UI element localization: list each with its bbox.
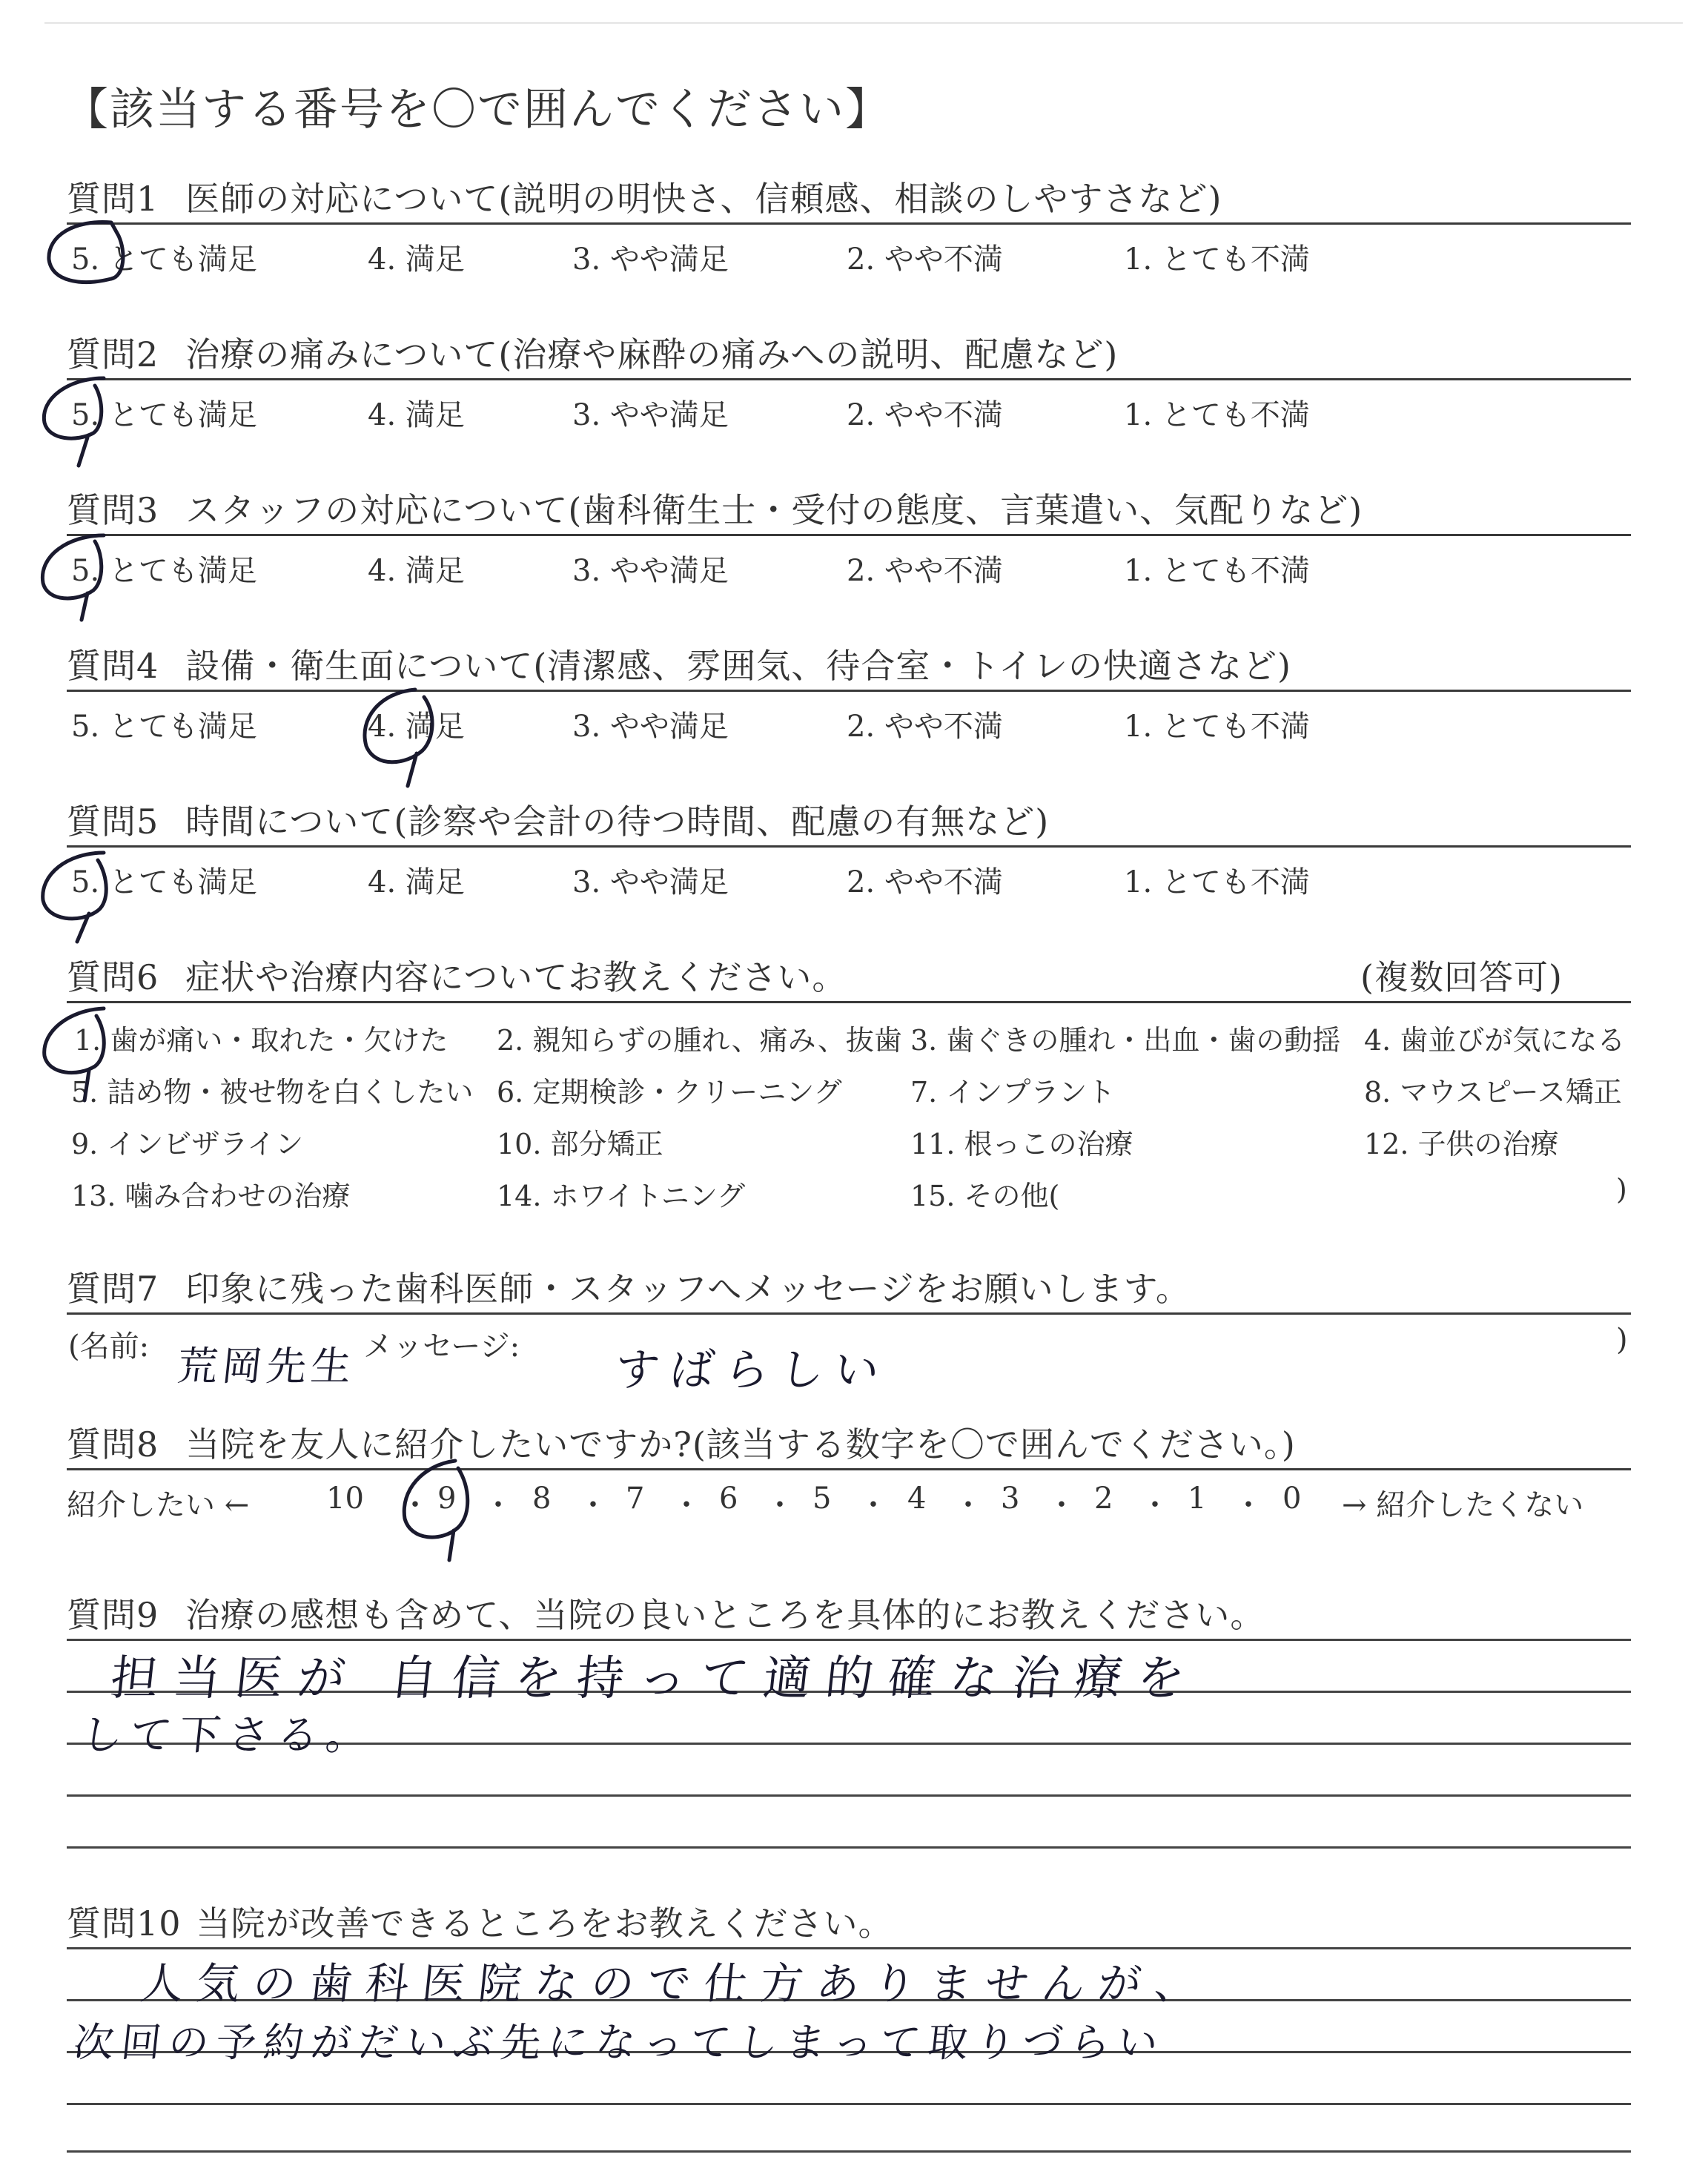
q6-option-8[interactable]: 8. マウスピース矯正 — [1364, 1076, 1622, 1109]
q5-option-5[interactable]: 5. とても満足 — [71, 865, 257, 899]
q5-title — [67, 795, 1049, 844]
q9-line — [67, 1794, 1631, 1797]
q8-scale-dot: ・ — [1047, 1488, 1076, 1522]
q8-scale-4[interactable]: 4 — [907, 1482, 927, 1516]
q10-number: 質問10 — [67, 1903, 182, 1943]
q8-scale-dot: ・ — [1234, 1488, 1263, 1522]
q7-name-value[interactable]: 荒岡先生 — [175, 1343, 358, 1390]
q8-text: 当院を友人に紹介したいですか?(該当する数字を〇で囲んでください。) — [185, 1424, 1296, 1464]
q8-scale-5[interactable]: 5 — [812, 1482, 832, 1516]
q6-option-9[interactable]: 9. インビザライン — [71, 1128, 304, 1160]
q4-option-4[interactable]: 4. 満足 — [368, 710, 465, 744]
q8-scale-10[interactable]: 10 — [326, 1482, 364, 1516]
q6-option-2[interactable]: 2. 親知らずの腫れ、痛み、抜歯 — [497, 1024, 902, 1057]
q3-rule — [67, 534, 1631, 536]
q4-option-2[interactable]: 2. やや不満 — [847, 710, 1003, 744]
q6-option-7[interactable]: 7. インプラント — [910, 1076, 1116, 1109]
q6-option-6[interactable]: 6. 定期検診・クリーニング — [497, 1076, 842, 1109]
q1-option-1[interactable]: 1. とても不満 — [1124, 242, 1310, 277]
q7-title — [67, 1262, 1191, 1311]
q10-title — [67, 1897, 893, 1946]
q10-answer-line-2[interactable]: 次回の予約がだいぶ先になってしまって取りづらい — [71, 2019, 1168, 2066]
q3-text: スタッフの対応について(歯科衛生士・受付の態度、言葉遣い、気配りなど) — [185, 490, 1363, 530]
q8-scale-7[interactable]: 7 — [626, 1482, 645, 1516]
q8-scale-dot: ・ — [578, 1488, 608, 1522]
q1-text: 医師の対応について(説明の明快さ、信頼感、相談のしやすさなど) — [185, 179, 1222, 219]
q9-number: 質問9 — [67, 1595, 159, 1635]
q6-title — [67, 951, 1563, 1000]
q8-rule — [67, 1468, 1631, 1470]
q2-title — [67, 328, 1118, 377]
q6-note: (複数回答可) — [1360, 957, 1563, 997]
q4-text: 設備・衛生面について(清潔感、雰囲気、待合室・トイレの快適さなど) — [185, 646, 1291, 686]
q1-option-4[interactable]: 4. 満足 — [368, 242, 465, 277]
q8-scale-2[interactable]: 2 — [1094, 1482, 1113, 1516]
q8-scale-dot: ・ — [765, 1488, 795, 1522]
q8-scale-6[interactable]: 6 — [719, 1482, 738, 1516]
q5-option-2[interactable]: 2. やや不満 — [847, 865, 1003, 899]
q7-text: 印象に残った歯科医師・スタッフへメッセージをお願いします。 — [185, 1269, 1191, 1309]
q4-option-1[interactable]: 1. とても不満 — [1124, 710, 1310, 744]
q5-option-3[interactable]: 3. やや満足 — [572, 865, 729, 899]
q9-line — [67, 1846, 1631, 1849]
q6-option-14[interactable]: 14. ホワイトニング — [497, 1180, 746, 1212]
q6-option-15[interactable]: 15. その他( — [910, 1180, 1060, 1212]
q5-option-1[interactable]: 1. とても不満 — [1124, 865, 1310, 899]
q2-option-2[interactable]: 2. やや不満 — [847, 398, 1003, 432]
q2-text: 治療の痛みについて(治療や麻酔の痛みへの説明、配慮など) — [185, 334, 1119, 374]
q8-right-label: → 紹介したくない — [1342, 1488, 1584, 1522]
q8-scale-8[interactable]: 8 — [532, 1482, 552, 1516]
q2-number: 質問2 — [67, 334, 159, 374]
q3-option-4[interactable]: 4. 満足 — [368, 554, 465, 588]
q4-title — [67, 639, 1291, 688]
q1-rule — [67, 222, 1631, 225]
q5-text: 時間について(診察や会計の待つ時間、配慮の有無など) — [185, 802, 1050, 842]
q6-text: 症状や治療内容についてお教えください。 — [185, 957, 847, 997]
q7-message-value[interactable]: すばらしい — [612, 1344, 893, 1396]
q7-rule — [67, 1312, 1631, 1315]
q1-option-3[interactable]: 3. やや満足 — [572, 242, 729, 277]
q8-scale-dot: ・ — [400, 1488, 430, 1522]
q8-scale-3[interactable]: 3 — [1001, 1482, 1020, 1516]
q4-rule — [67, 690, 1631, 692]
q2-option-3[interactable]: 3. やや満足 — [572, 398, 729, 432]
q2-option-1[interactable]: 1. とても不満 — [1124, 398, 1310, 432]
q8-left-label: 紹介したい ← — [67, 1488, 250, 1522]
q1-number: 質問1 — [67, 179, 159, 219]
q1-option-5[interactable]: 5. とても満足 — [71, 242, 257, 277]
q6-option-11[interactable]: 11. 根っこの治療 — [910, 1128, 1133, 1160]
q7-name-label: (名前: — [68, 1330, 150, 1364]
q1-option-2[interactable]: 2. やや不満 — [847, 242, 1003, 277]
q10-line — [67, 2150, 1631, 2153]
q6-option-4[interactable]: 4. 歯並びが気になる — [1364, 1024, 1626, 1057]
q5-number: 質問5 — [67, 802, 159, 842]
q8-scale-1[interactable]: 1 — [1188, 1482, 1207, 1516]
q4-option-5[interactable]: 5. とても満足 — [71, 710, 257, 744]
q3-option-1[interactable]: 1. とても不満 — [1124, 554, 1310, 588]
q8-scale-9[interactable]: 9 — [437, 1482, 457, 1516]
q4-option-3[interactable]: 3. やや満足 — [572, 710, 729, 744]
q3-option-5[interactable]: 5. とても満足 — [71, 554, 257, 588]
q8-scale-dot: ・ — [1140, 1488, 1170, 1522]
page-header: 【該当する番号を〇で囲んでください】 — [64, 84, 891, 136]
q7-message-label: メッセージ: — [363, 1330, 520, 1364]
q9-title — [67, 1588, 1265, 1637]
q3-title — [67, 483, 1363, 532]
q3-option-3[interactable]: 3. やや満足 — [572, 554, 729, 588]
q9-text: 治療の感想も含めて、当院の良いところを具体的にお教えください。 — [185, 1595, 1265, 1635]
q8-number: 質問8 — [67, 1424, 159, 1464]
q8-scale-dot: ・ — [672, 1488, 701, 1522]
q1-title — [67, 172, 1222, 221]
q8-scale-dot: ・ — [953, 1488, 983, 1522]
q6-option-13[interactable]: 13. 噛み合わせの治療 — [71, 1180, 351, 1212]
q9-answer-line-1[interactable]: 担当医が 自信を持って適的確な治療を — [107, 1651, 1202, 1706]
q6-option-12[interactable]: 12. 子供の治療 — [1364, 1128, 1559, 1160]
q3-number: 質問3 — [67, 490, 159, 530]
q10-line — [67, 2103, 1631, 2105]
q10-text: 当院が改善できるところをお教えください。 — [196, 1903, 893, 1943]
q7-close: ) — [1616, 1323, 1628, 1357]
q6-option-3[interactable]: 3. 歯ぐきの腫れ・出血・歯の動揺 — [910, 1024, 1341, 1057]
q9-answer-line-2[interactable]: して下さる。 — [79, 1711, 377, 1760]
q6-option-5[interactable]: 5. 詰め物・被せ物を白くしたい — [71, 1076, 474, 1109]
q5-option-4[interactable]: 4. 満足 — [368, 865, 465, 899]
q6-rule — [67, 1001, 1631, 1003]
q6-option-10[interactable]: 10. 部分矯正 — [497, 1128, 663, 1160]
q8-scale-0[interactable]: 0 — [1282, 1482, 1302, 1516]
q8-scale-dot: ・ — [483, 1488, 513, 1522]
q2-rule — [67, 378, 1631, 380]
q7-number: 質問7 — [67, 1269, 159, 1309]
q5-rule — [67, 845, 1631, 848]
q10-answer-line-1[interactable]: 人気の歯科医院なので仕方ありませんが、 — [137, 1958, 1214, 2009]
q6-number: 質問6 — [67, 957, 159, 997]
q6-option-1[interactable]: 1. 歯が痛い・取れた・欠けた — [74, 1024, 448, 1057]
q6-other-close: ) — [1616, 1173, 1627, 1206]
top-border — [44, 22, 1683, 24]
q3-option-2[interactable]: 2. やや不満 — [847, 554, 1003, 588]
q8-title — [67, 1418, 1296, 1467]
q2-option-5[interactable]: 5. とても満足 — [71, 398, 257, 432]
q8-scale-dot: ・ — [858, 1488, 888, 1522]
q2-option-4[interactable]: 4. 満足 — [368, 398, 465, 432]
q4-number: 質問4 — [67, 646, 159, 686]
